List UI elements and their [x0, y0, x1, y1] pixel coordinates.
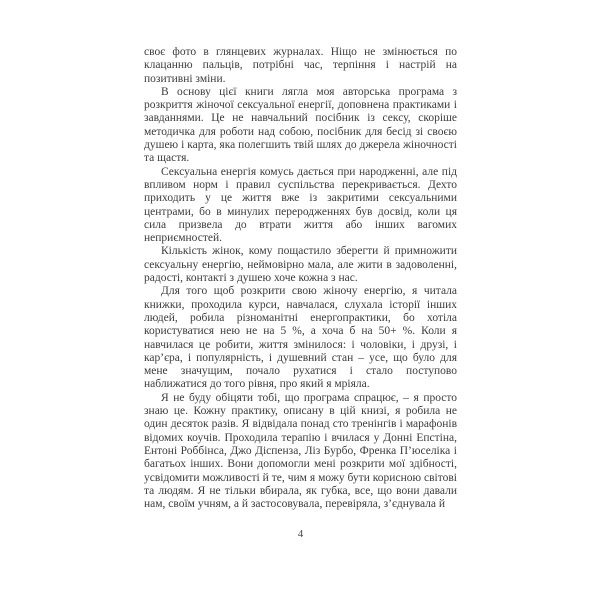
- paragraph-learning-journey: Для того щоб розкрити свою жіночу енергію, я читала книжки, проходила курси, навчалася, слухала історії інших людей, робила різноманітні енергопрактики, бо хотіла користуватися нею не на 5 %, а хоча б на 50+ %. Коли я навчилася це робити, життя змінилося: і чоловіки, і друзі, і кар’єра, і популярність, і душевний стан – усе, що було для мене значущим, почало рухатися і стало поступово наближатися до того рівня, про який я мріяла.: [144, 285, 457, 391]
- text-block: [144, 46, 457, 511]
- page-number: 4: [297, 528, 304, 540]
- paragraph-sexual-energy: Сексуальна енергія комусь дається при народженні, але під впливом норм і правил суспільства перекривається. Дехто приходить у це життя вже із закритими сексуальними центрами, бо в минулих переродженнях був досвід, коли ця сила призвела до втрати життя або інших вагомих неприємностей.: [144, 165, 457, 245]
- paragraph-women-count: Кількість жінок, кому пощастило зберегти й примножити сексуальну енергію, неймовірно мала, але жити в задоволенні, радості, контакті з душею хоче кожна з нас.: [144, 245, 457, 285]
- paragraph-promise: Я не буду обіцяти тобі, що програма спрацює, – я просто знаю це. Кожну практику, описану в цій книзі, я робила не один десяток разів. Я відвідала понад сто тренінгів і марафонів відомих коучів. Проходила терапію і вчилася у Донні Епстіна, Ентоні Роббінса, Джо Діспенза, Ліз Бурбо, Френка П’юселіка і багатьох інших. Вони допомогли мені розкрити мої здібності, усвідомити можливості й те, чим я можу бути корисною світові та людям. Я не тільки вбирала, як губка, все, що вони давали нам, своїм учням, а й застосовувала, перевіряла, з’єднувала й: [144, 391, 457, 511]
- paragraph-continued: своє фото в глянцевих журналах. Ніщо не змінюється по клацанню пальців, потрібні час, терпіння і настрій на позитивні зміни.: [144, 46, 457, 85]
- paragraph-program-intro: В основу цієї книги лягла моя авторська програма з розкриття жіночої сексуальної енергії, доповнена практиками і завданнями. Це не навчальний посібник із сексу, скоріше методичка для роботи над собою, посібник для бесід зі своєю душею і карта, яка полегшить твій шлях до джерела жіночності та щастя.: [144, 85, 457, 165]
